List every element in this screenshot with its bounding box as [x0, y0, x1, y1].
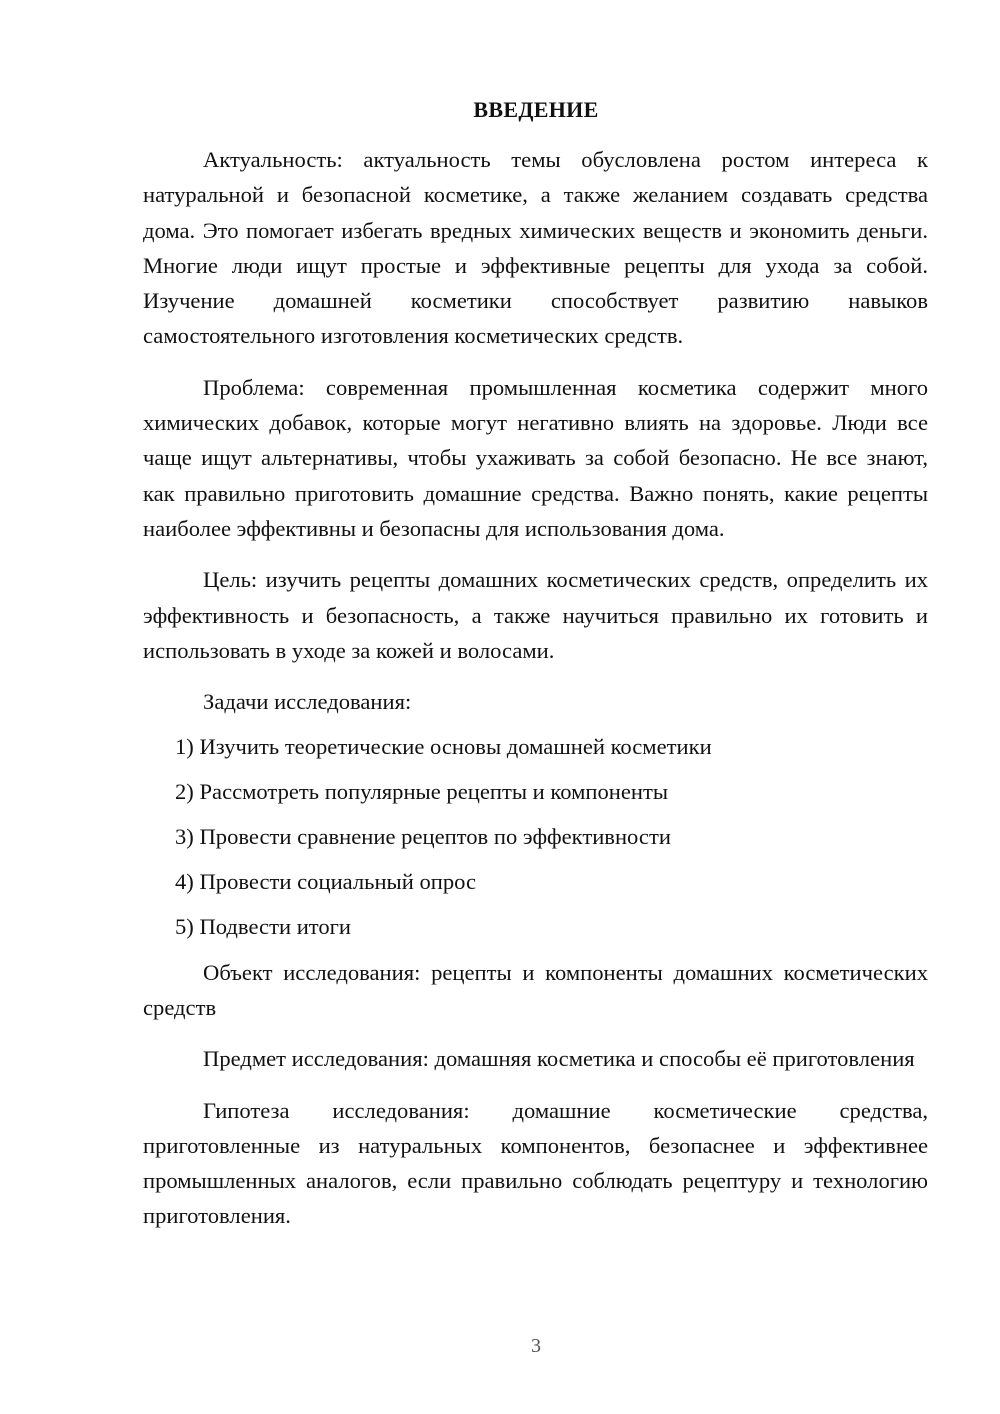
subject-paragraph: Предмет исследования: домашняя косметика и способы её приготовления [203, 1046, 915, 1072]
task-item: 1) Изучить теоретические основы домашней косметики [175, 734, 712, 760]
task-item: 5) Подвести итоги [175, 914, 352, 940]
task-item: 4) Провести социальный опрос [175, 869, 477, 895]
page-title: ВВЕДЕНИЕ [473, 97, 599, 122]
page-number: 3 [531, 1335, 541, 1357]
document-body [143, 142, 928, 1250]
goal-paragraph: Цель: изучить рецепты домашних косметических средств, определить их эффективность и безопасность, а также научиться правильно их готовить и использовать в уходе за кожей и волосами. [143, 567, 928, 663]
relevance-paragraph: Актуальность: актуальность темы обусловлена ростом интереса к натуральной и безопасной косметике, а также желанием создавать средства дома. Это помогает избегать вредных химических веществ и экономить деньги. Многие люди ищут простые и эффективные рецепты для ухода за собой. Изучение домашней косметики способствует развитию навыков самостоятельного изготовления косметических средств. [143, 147, 928, 349]
object-paragraph: Объект исследования: рецепты и компоненты домашних косметических средств [143, 959, 928, 1020]
hypothesis-paragraph: Гипотеза исследования: домашние косметические средства, приготовленные из натуральных компонентов, безопаснее и эффективнее промышленных аналогов, если правильно соблюдать рецептуру и технологию приготовления. [143, 1097, 928, 1229]
tasks-heading: Задачи исследования: [203, 689, 412, 715]
tasks-list [143, 729, 928, 944]
task-item: 3) Провести сравнение рецептов по эффективности [175, 824, 671, 850]
task-item: 2) Рассмотреть популярные рецепты и компоненты [175, 779, 669, 805]
problem-paragraph: Проблема: современная промышленная косметика содержит много химических добавок, которые могут негативно влиять на здоровье. Люди все чаще ищут альтернативы, чтобы ухаживать за собой безопасно. Не все знают, как правильно приготовить домашние средства. Важно понять, какие рецепты наиболее эффективны и безопасны для использования дома. [143, 374, 928, 541]
